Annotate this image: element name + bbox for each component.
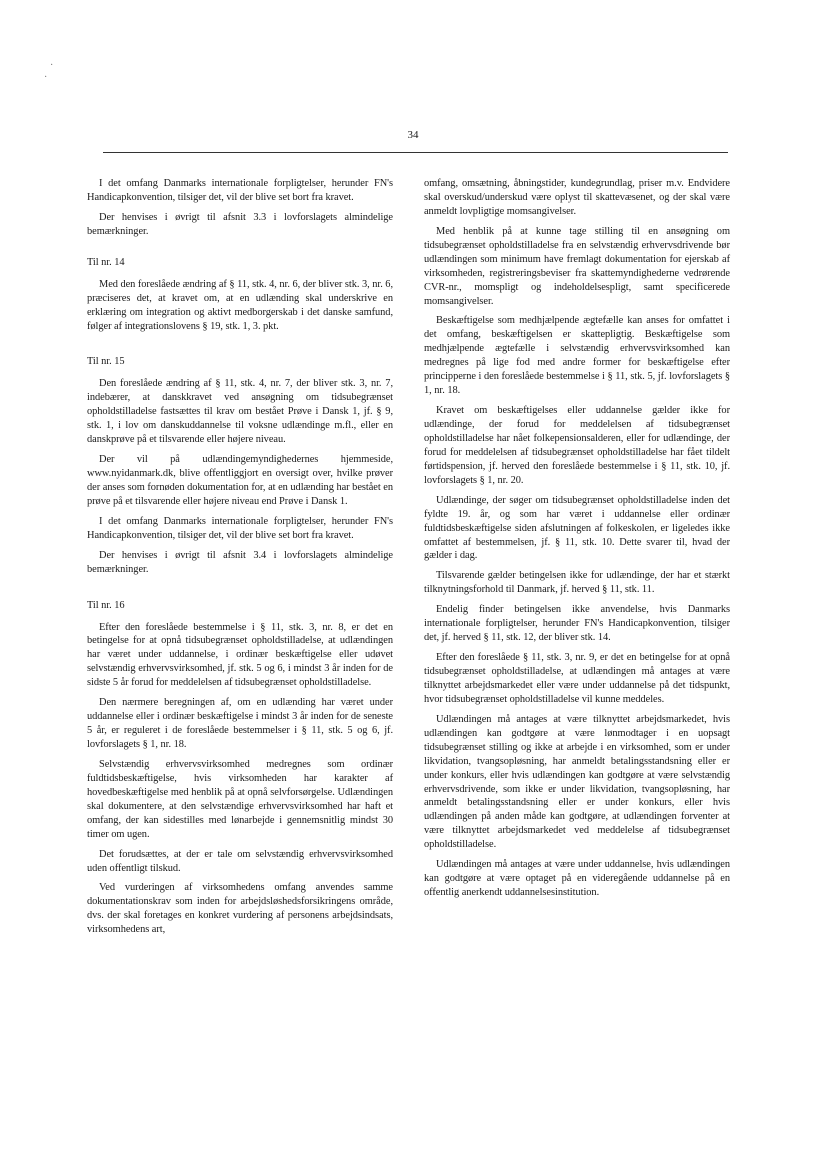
- paragraph: Der vil på udlændingemyndighedernes hjemmeside, www.nyidanmark.dk, blive offentliggjort en oversigt over, hvilke prøver der anses som fornøden dokumentation for, at en udlænding har bestået en prøve på et tilsvarende eller højere niveau end Prøve i Dansk 1.: [87, 454, 393, 507]
- left-column: [87, 177, 393, 943]
- scan-speck: ·: [50, 60, 54, 71]
- paragraph: Udlændinge, der søger om tidsubegrænset opholdstilladelse inden det fyldte 19. år, og som har været i uddannelse eller ordinær fuldtidsbeskæftigelse siden afslutningen af folkeskolen, er ligeledes ikke omfattet af bestemmelsen, jf. § 11, stk. 10. Dette svarer til, hvad der gælder i dag.: [424, 494, 730, 562]
- scan-speck: ·: [44, 72, 48, 83]
- page-number: 34: [407, 129, 419, 141]
- section-heading: Til nr. 16: [87, 599, 125, 611]
- paragraph: Beskæftigelse som medhjælpende ægtefælle kan anses for omfattet i det omfang, beskæftigelsen er skattepligtig. Beskæftigelse som medhjælpende ægtefælle i selvstændig erhvervsvirksomhed kan medregnes på lige fod med andre former for beskæftigelse efter principperne i den foreslåede bestemmelse i § 11, stk. 5, jf. lovforslagets § 1, nr. 18.: [424, 315, 730, 397]
- paragraph: Den foreslåede ændring af § 11, stk. 4, nr. 7, der bliver stk. 3, nr. 7, indebærer, at danskkravet ved ansøgning om tidsubegrænset opholdstilladelse fastsættes til krav om bestået Prøve i Dansk 1, jf. § 9, stk. 1, i lov om danskuddannelse til voksne udlændinge m.fl., eller en danskprøve på et tilsvarende eller højere niveau.: [87, 378, 393, 446]
- paragraph: Selvstændig erhvervsvirksomhed medregnes som ordinær fuldtidsbeskæftigelse, hvis virksomheden har karakter af hovedbeskæftigelse med henblik på at opnå selvforsørgelse. Udlændingen skal dokumentere, at den selvstændige erhvervsvirksomhed har haft et omfang, der kan sidestilles med lønarbejde i gennemsnitlig mindst 30 timer om ugen.: [87, 758, 393, 840]
- paragraph: Der henvises i øvrigt til afsnit 3.4 i lovforslagets almindelige bemærkninger.: [87, 549, 393, 575]
- paragraph: Tilsvarende gælder betingelsen ikke for udlændinge, der har et stærkt tilknytningsforhold til Danmark, jf. herved § 11, stk. 11.: [424, 570, 730, 596]
- section-heading: Til nr. 14: [87, 256, 125, 268]
- paragraph: omfang, omsætning, åbningstider, kundegrundlag, priser m.v. Endvidere skal overskud/underskud være oplyst til skattevæsenet, og der skal være anmeldt lovpligtige momsangivelser.: [424, 178, 730, 217]
- paragraph: Udlændingen må antages at være under uddannelse, hvis udlændingen kan godtgøre at være optaget på en videregående uddannelse på en offentlig anerkendt uddannelsesinstitution.: [424, 859, 730, 899]
- right-column: [424, 177, 730, 906]
- paragraph: Efter den foreslåede bestemmelse i § 11, stk. 3, nr. 8, er det en betingelse for at opnå tidsubegrænset opholdstilladelse, at udlændingen har været under uddannelse, i ordinær beskæftigelse eller udøvet selvstændig erhvervsvirksomhed, jf. stk. 5 og 6, i mindst 3 år inden for de sidste 5 år forud for meddelelsen af tidsubegrænset opholdstilladelse.: [87, 621, 393, 689]
- paragraph: Ved vurderingen af virksomhedens omfang anvendes samme dokumentationskrav som inden for arbejdsløshedsforsikringens område, dvs. der skal foretages en konkret vurdering af personens arbejdsindsats, virksomhedens art,: [87, 882, 393, 936]
- paragraph: Udlændingen må antages at være tilknyttet arbejdsmarkedet, hvis udlændingen kan godtgøre at være lønmodtager i en uopsagt tidsubegrænset stilling og ikke at arbejde i en virksomhed, som er under likvidation, tvangsopløsning, har anmeldt betalingsstandsning eller er under konkurs, eller hvis udlændingen kan godtgøre at være selvstændig erhvervsdrivende, som ikke er under likvidation, tvangsopløsning, har anmeldt betalingsstandsning eller er under konkurs, eller hvis udlændingen på anden måde kan godtgøre, at udlændingen forventer at være tilknyttet arbejdsmarkedet ved meddelelse af tidsubegrænset opholdstilladelse.: [424, 713, 730, 851]
- paragraph: I det omfang Danmarks internationale forpligtelser, herunder FN's Handicapkonvention, tilsiger det, vil der blive set bort fra kravet.: [87, 515, 393, 541]
- paragraph: Der henvises i øvrigt til afsnit 3.3 i lovforslagets almindelige bemærkninger.: [87, 211, 393, 237]
- paragraph: Det forudsættes, at der er tale om selvstændig erhvervsvirksomhed uden offentligt tilskud.: [87, 848, 393, 874]
- paragraph: Kravet om beskæftigelses eller uddannelse gælder ikke for udlændinge, der forud for meddelelsen af tidsubegrænset opholdstilladelse har nået folkepensionsalderen, eller for udlændinge, der forud for meddelelsen af tidsubegrænset opholdstilladelse har fået tildelt førtidspension, jf. herved den foreslåede bestemmelse i § 11, stk. 10, jf. lovforslagets § 1, nr. 20.: [424, 405, 730, 486]
- paragraph: Med henblik på at kunne tage stilling til en ansøgning om tidsubegrænset opholdstilladelse fra en selvstændig erhvervsdrivende bør udlændingen som minimum have fremlagt dokumentation for ejerskab af virksomheden, registreringsbeviser fra skattemyndighederne vedrørende CVR-nr., momspligt og indeholdelsespligt, samt specificerede momsangivelser.: [424, 225, 730, 307]
- paragraph: Den nærmere beregningen af, om en udlænding har været under uddannelse eller i ordinær beskæftigelse i mindst 3 år inden for de seneste 5 år, er reguleret i de foreslåede bestemmelser i § 11, stk. 5 og 6, jf. lovforslagets § 1, nr. 18.: [87, 697, 393, 750]
- paragraph: Efter den foreslåede § 11, stk. 3, nr. 9, er det en betingelse for at opnå tidsubegrænset opholdstilladelse, at udlændingen må antages at være tilknyttet arbejdsmarkedet eller være under uddannelse på det tidspunkt, hvor tidsubegrænset opholdstilladelse vil kunne meddeles.: [424, 652, 730, 705]
- header-rule: [103, 152, 728, 153]
- paragraph: Endelig finder betingelsen ikke anvendelse, hvis Danmarks internationale forpligtelser, herunder FN's Handicapkonvention, tilsiger det, jf. herved § 11, stk. 12, der bliver stk. 14.: [424, 604, 730, 644]
- section-heading: Til nr. 15: [87, 356, 125, 368]
- paragraph: Med den foreslåede ændring af § 11, stk. 4, nr. 6, der bliver stk. 3, nr. 6, præciseres det, at kravet om, at en udlænding skal underskrive en erklæring om integration og aktivt medborgerskab i det danske samfund, følger af integrationslovens § 19, stk. 1, 3. pkt.: [87, 278, 393, 332]
- paragraph: I det omfang Danmarks internationale forpligtelser, herunder FN's Handicapkonvention, tilsiger det, vil der blive set bort fra kravet.: [87, 178, 393, 203]
